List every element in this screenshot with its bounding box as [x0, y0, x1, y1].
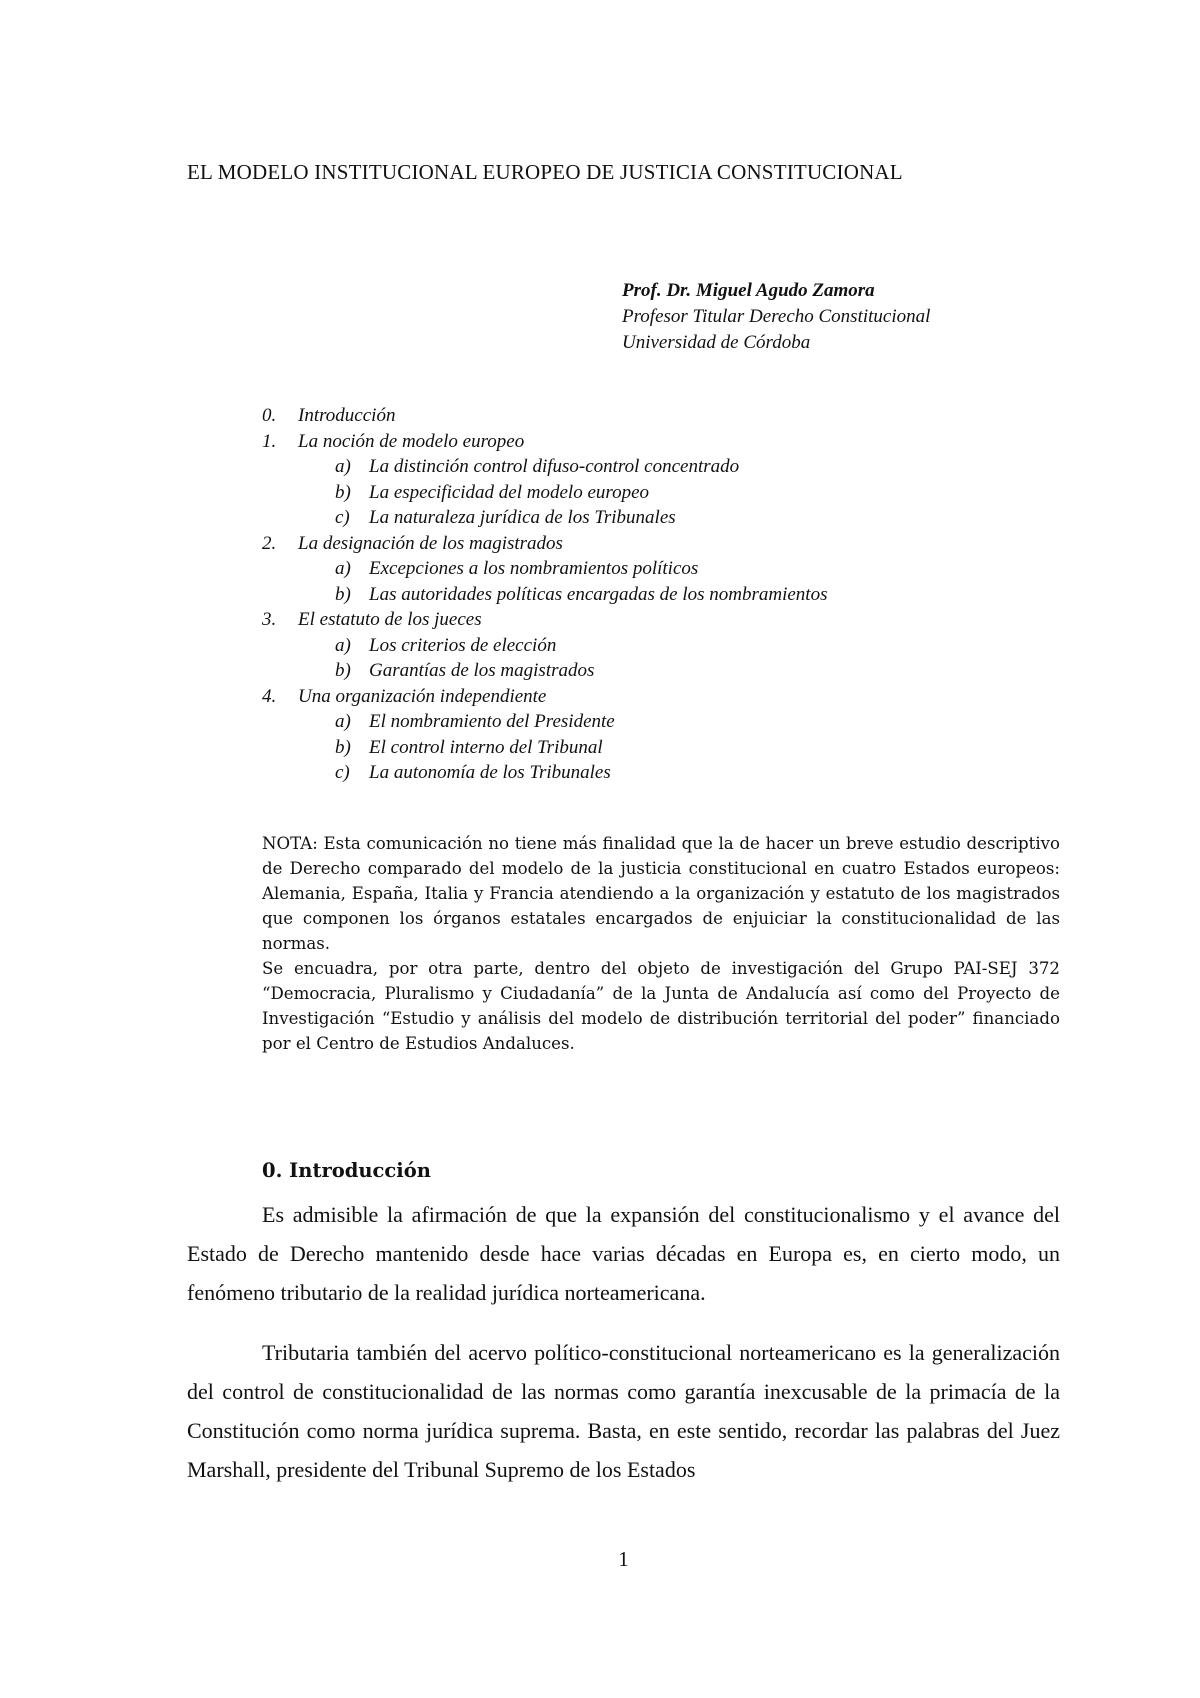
toc-subitem-label: Garantías de los magistrados	[369, 660, 595, 681]
toc-subitem-label: La especificidad del modelo europeo	[369, 481, 650, 503]
toc-subitem-label: El control interno del Tribunal	[369, 736, 603, 758]
toc-item	[262, 684, 827, 710]
toc-item	[262, 531, 827, 557]
toc-subitem-label: La naturaleza jurídica de los Tribunales	[369, 507, 676, 528]
toc-item	[262, 429, 827, 455]
page-number: 1	[618, 1547, 629, 1571]
toc-item-number: 1.	[262, 430, 277, 452]
note-block	[262, 831, 1060, 1056]
toc-subitem-letter: a)	[335, 558, 351, 579]
toc-subitem	[262, 505, 827, 531]
toc-item-number: 3.	[262, 609, 277, 630]
toc-subitem	[262, 735, 827, 761]
toc-item-label: La designación de los magistrados	[298, 532, 563, 554]
toc-subitem-label: El nombramiento del Presidente	[369, 711, 615, 732]
toc-subitem	[262, 760, 827, 786]
toc-subitem	[262, 556, 827, 582]
author-institution: Universidad de Córdoba	[622, 332, 811, 353]
toc-subitem-label: Las autoridades políticas encargadas de los nombramientos	[369, 583, 828, 605]
toc-subitem-letter: a)	[335, 634, 351, 656]
table-of-contents	[262, 403, 827, 786]
toc-subitem	[262, 582, 827, 608]
document-title: EL MODELO INSTITUCIONAL EUROPEO DE JUSTICIA CONSTITUCIONAL	[187, 160, 903, 184]
toc-subitem-label: Excepciones a los nombramientos políticos	[369, 558, 699, 579]
body-paragraph: Tributaria también del acervo político-constitucional norteamericano es la generalización del control de constitucionalidad de las normas como garantía inexcusable de la primacía de la Constitución como norma jurídica suprema. Basta, en este sentido, recordar las palabras del Juez Marshall, presidente del Tribunal Supremo de los Estados	[187, 1340, 1060, 1482]
author-name: Prof. Dr. Miguel Agudo Zamora	[622, 280, 875, 301]
body-text	[187, 1195, 1060, 1489]
toc-subitem	[262, 633, 827, 659]
toc-item-number: 2.	[262, 532, 277, 554]
toc-subitem	[262, 480, 827, 506]
body-paragraph: Es admisible la afirmación de que la expansión del constitucionalismo y el avance del Estado de Derecho mantenido desde hace varias décadas en Europa es, en cierto modo, un fenómeno tributario de la realidad jurídica norteamericana.	[187, 1202, 1060, 1305]
toc-subitem-letter: a)	[335, 711, 351, 732]
note-paragraph: NOTA: Esta comunicación no tiene más finalidad que la de hacer un breve estudio descriptivo de Derecho comparado del modelo de la justicia constitucional en cuatro Estados europeos: Alemania, España, Italia y Francia atendiendo a la organización y estatuto de los magistrados que componen los órganos estatales encargados de enjuiciar la constitucionalidad de las normas.	[262, 834, 1060, 953]
toc-subitem-letter: c)	[335, 762, 350, 783]
toc-subitem-letter: c)	[335, 507, 350, 528]
toc-subitem	[262, 454, 827, 480]
section-heading: 0. Introducción	[262, 1159, 431, 1182]
toc-subitem-label: Los criterios de elección	[369, 634, 557, 656]
toc-item-number: 4.	[262, 685, 277, 707]
toc-subitem-label: La autonomía de los Tribunales	[369, 762, 611, 783]
toc-subitem-letter: a)	[335, 456, 351, 477]
author-position: Profesor Titular Derecho Constitucional	[622, 306, 931, 327]
note-paragraph: Se encuadra, por otra parte, dentro del objeto de investigación del Grupo PAI-SEJ 372 “Democracia, Pluralismo y Ciudadanía” de la Junta de Andalucía así como del Proyecto de Investigación “Estudio y análisis del modelo de distribución territorial del poder” financiado por el Centro de Estudios Andaluces.	[262, 959, 1060, 1053]
toc-subitem-letter: b)	[335, 660, 351, 681]
toc-item	[262, 607, 827, 633]
toc-item-label: Introducción	[298, 405, 396, 426]
author-block	[622, 278, 930, 356]
toc-item-label: La noción de modelo europeo	[298, 430, 525, 452]
toc-item	[262, 403, 827, 429]
toc-item-number: 0.	[262, 405, 277, 426]
toc-subitem	[262, 709, 827, 735]
toc-subitem-letter: b)	[335, 583, 351, 605]
toc-item-label: El estatuto de los jueces	[298, 609, 482, 630]
toc-item-label: Una organización independiente	[298, 685, 547, 707]
toc-subitem	[262, 658, 827, 684]
toc-subitem-letter: b)	[335, 736, 351, 758]
toc-subitem-label: La distinción control difuso-control concentrado	[369, 456, 740, 477]
toc-subitem-letter: b)	[335, 481, 351, 503]
